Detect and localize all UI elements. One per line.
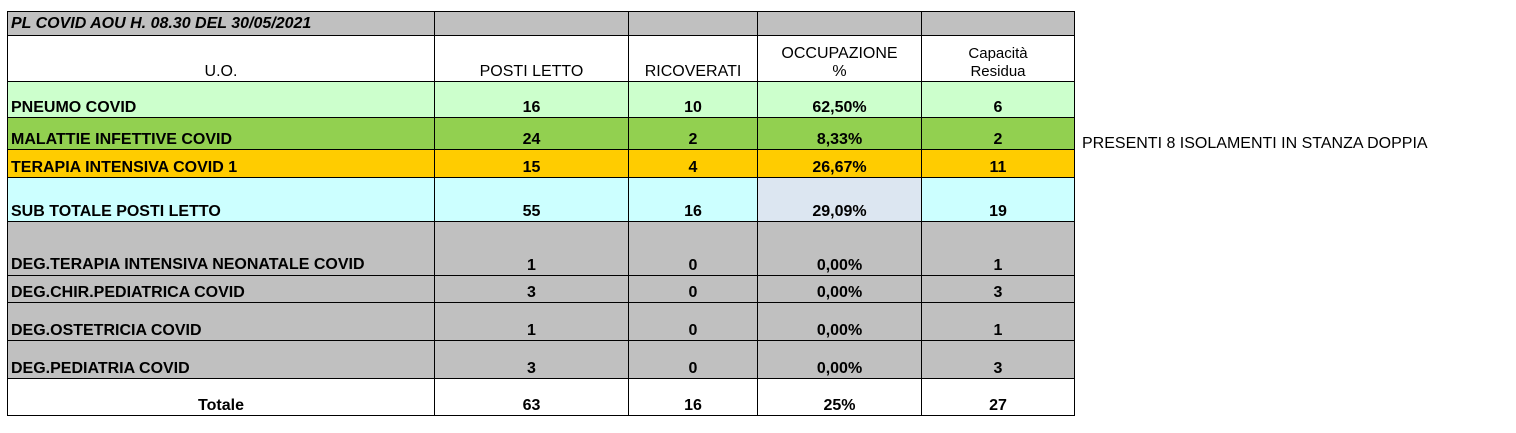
row-posti: 16 [435,82,629,118]
row-ricoverati: 10 [629,82,758,118]
row-capacita: 11 [922,150,1075,178]
row-occupazione: 29,09% [758,178,922,222]
row-posti: 1 [435,222,629,276]
row-occupazione: 0,00% [758,222,922,276]
row-posti: 24 [435,118,629,150]
row-capacita: 6 [922,82,1075,118]
title-row [8,12,1075,36]
row-capacita: 3 [922,276,1075,303]
table-row [8,276,1075,303]
covid-beds-table [7,11,1075,416]
table-row [8,118,1075,150]
row-uo: SUB TOTALE POSTI LETTO [8,178,435,222]
row-posti: 1 [435,303,629,341]
row-posti: 55 [435,178,629,222]
row-occupazione: 62,50% [758,82,922,118]
row-uo: DEG.TERAPIA INTENSIVA NEONATALE COVID [8,222,435,276]
row-ricoverati: 0 [629,303,758,341]
row-occupazione: 0,00% [758,276,922,303]
row-uo: DEG.OSTETRICIA COVID [8,303,435,341]
total-posti: 63 [435,379,629,416]
row-capacita: 1 [922,222,1075,276]
header-capacita-residua: Capacità Residua [922,36,1075,82]
row-ricoverati: 0 [629,276,758,303]
row-uo: TERAPIA INTENSIVA COVID 1 [8,150,435,178]
table-row [8,150,1075,178]
table-row [8,303,1075,341]
row-posti: 3 [435,341,629,379]
header-row [8,36,1075,82]
row-occupazione: 0,00% [758,341,922,379]
total-label: Totale [8,379,435,416]
table-row [8,222,1075,276]
row-posti: 3 [435,276,629,303]
row-occupazione: 26,67% [758,150,922,178]
total-row [8,379,1075,416]
isolation-note: PRESENTI 8 ISOLAMENTI IN STANZA DOPPIA [1082,135,1428,152]
row-capacita: 1 [922,303,1075,341]
header-posti-letto: POSTI LETTO [435,36,629,82]
row-capacita: 19 [922,178,1075,222]
header-uo: U.O. [8,36,435,82]
row-posti: 15 [435,150,629,178]
subtotal-row [8,178,1075,222]
row-capacita: 3 [922,341,1075,379]
row-ricoverati: 4 [629,150,758,178]
row-uo: DEG.CHIR.PEDIATRICA COVID [8,276,435,303]
row-uo: PNEUMO COVID [8,82,435,118]
row-ricoverati: 2 [629,118,758,150]
header-ricoverati: RICOVERATI [629,36,758,82]
sheet-title: PL COVID AOU H. 08.30 DEL 30/05/2021 [8,12,435,36]
row-ricoverati: 0 [629,341,758,379]
row-occupazione: 8,33% [758,118,922,150]
total-occupazione: 25% [758,379,922,416]
row-uo: MALATTIE INFETTIVE COVID [8,118,435,150]
total-capacita: 27 [922,379,1075,416]
row-ricoverati: 0 [629,222,758,276]
row-uo: DEG.PEDIATRIA COVID [8,341,435,379]
row-capacita: 2 [922,118,1075,150]
row-occupazione: 0,00% [758,303,922,341]
total-ricoverati: 16 [629,379,758,416]
table-row [8,341,1075,379]
header-occupazione: OCCUPAZIONE % [758,36,922,82]
table-row [8,82,1075,118]
row-ricoverati: 16 [629,178,758,222]
